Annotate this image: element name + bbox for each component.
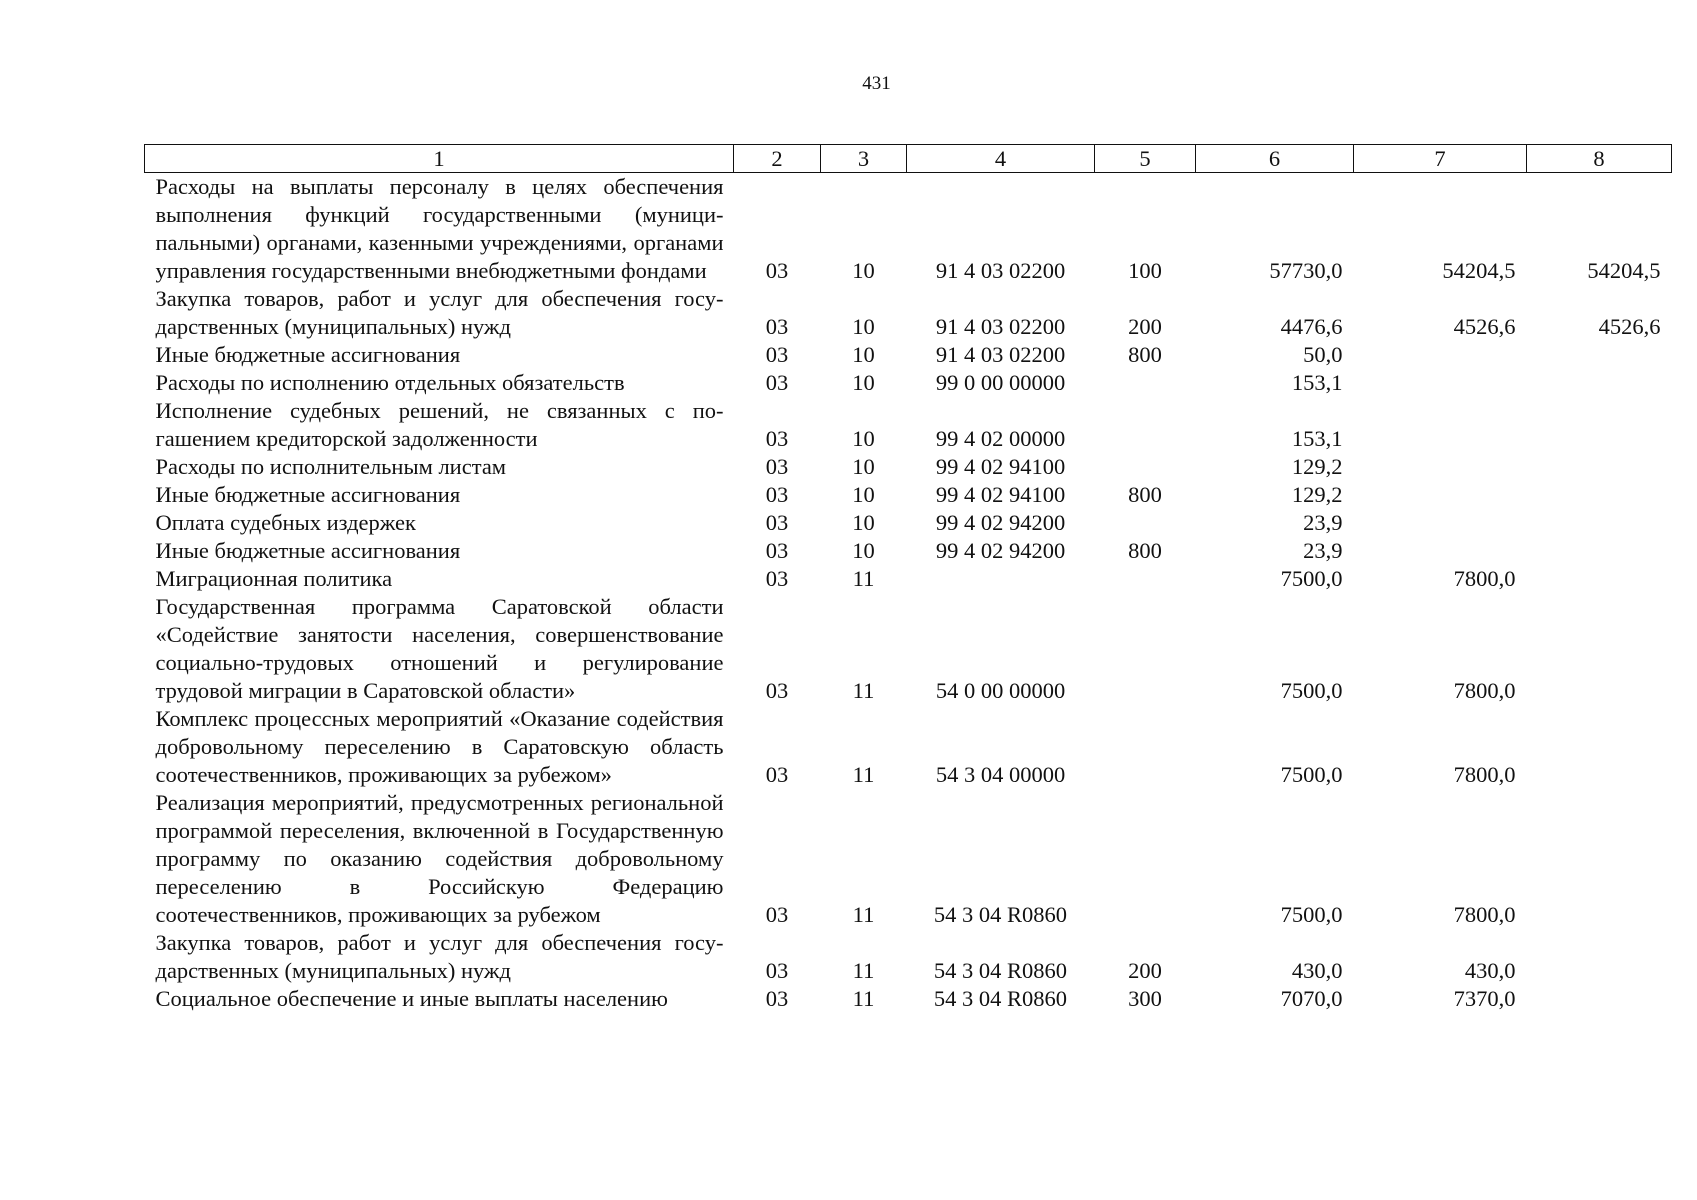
row-cell-col3: 11 — [852, 986, 875, 1011]
row-cell-col6: 57730,0 — [1269, 258, 1343, 283]
row-cell-col8 — [1527, 985, 1672, 1013]
header-cell: 7 — [1354, 145, 1527, 173]
row-description: Расходы на выплаты персоналу в целях обеспечения выполнения функций государственными (муниципальными) органами, казенными учреждениями, органами управления государственными внебюджетными фондами — [155, 174, 724, 283]
row-description: Закупка товаров, работ и услуг для обеспечения государственных (муниципальных) нужд — [155, 286, 724, 339]
header-cell: 8 — [1527, 145, 1672, 173]
row-cell-col5: 100 — [1128, 258, 1162, 283]
row-cell-col4: 54 3 04 R0860 — [933, 986, 1068, 1011]
row-cell-col5 — [1095, 369, 1196, 397]
row-cell-col6: 50,0 — [1303, 342, 1343, 367]
table-body — [145, 173, 1672, 1014]
table-row — [145, 453, 1672, 481]
row-cell-col8 — [1527, 537, 1672, 565]
row-cell-col3: 10 — [852, 314, 875, 339]
row-cell-col7: 4526,6 — [1453, 314, 1516, 339]
table-row — [145, 341, 1672, 369]
row-cell-col7: 430,0 — [1464, 958, 1516, 983]
row-cell-col5: 200 — [1128, 314, 1162, 339]
row-cell-col5 — [1095, 509, 1196, 537]
row-cell-col7 — [1354, 537, 1527, 565]
row-cell-col5 — [1095, 593, 1196, 705]
row-cell-col7 — [1354, 481, 1527, 509]
row-description: Исполнение судебных решений, не связанных с погашением кредиторской задолженности — [155, 398, 724, 451]
row-cell-col6: 430,0 — [1291, 958, 1343, 983]
table-row — [145, 929, 1672, 985]
row-description: Социальное обеспечение и иные выплаты населению — [155, 986, 668, 1011]
row-cell-col3: 10 — [852, 426, 875, 451]
header-cell: 6 — [1196, 145, 1354, 173]
row-cell-col5: 800 — [1128, 482, 1162, 507]
row-cell-col8 — [1527, 593, 1672, 705]
row-cell-col6: 153,1 — [1291, 426, 1343, 451]
row-cell-col2: 03 — [765, 258, 789, 283]
row-cell-col4: 99 4 02 94100 — [935, 454, 1066, 479]
row-cell-col4: 54 3 04 00000 — [935, 762, 1066, 787]
header-cell: 2 — [734, 145, 821, 173]
row-cell-col5 — [1095, 453, 1196, 481]
row-description: Государственная программа Саратовской области «Содействие занятости населения, совершенствование социально-трудовых отношений и регулирование трудовой миграции в Саратовской области» — [155, 594, 724, 703]
row-cell-col2: 03 — [765, 482, 789, 507]
row-cell-col6: 7070,0 — [1280, 986, 1343, 1011]
row-cell-col4: 99 4 02 94100 — [935, 482, 1066, 507]
row-cell-col3: 11 — [852, 678, 875, 703]
row-description: Комплекс процессных мероприятий «Оказание содействия добровольному переселению в Саратовскую область соотечественников, проживающих за рубежом» — [155, 706, 724, 787]
row-cell-col7: 7800,0 — [1453, 678, 1516, 703]
row-cell-col3: 10 — [852, 482, 875, 507]
row-cell-col8 — [1527, 481, 1672, 509]
row-cell-col4: 99 4 02 94200 — [935, 538, 1066, 563]
row-cell-col2: 03 — [765, 566, 789, 591]
row-cell-col3: 10 — [852, 258, 875, 283]
row-cell-col2: 03 — [765, 902, 789, 927]
row-cell-col6: 7500,0 — [1280, 566, 1343, 591]
row-cell-col6: 7500,0 — [1280, 678, 1343, 703]
row-cell-col2: 03 — [765, 342, 789, 367]
row-cell-col4: 91 4 03 02200 — [935, 314, 1066, 339]
table-row — [145, 565, 1672, 593]
row-cell-col6: 129,2 — [1291, 454, 1343, 479]
row-cell-col5 — [1095, 705, 1196, 789]
row-cell-col5 — [1095, 565, 1196, 593]
row-cell-col3: 10 — [852, 342, 875, 367]
row-cell-col7: 7800,0 — [1453, 762, 1516, 787]
row-description: Оплата судебных издержек — [155, 510, 416, 535]
row-cell-col6: 4476,6 — [1280, 314, 1343, 339]
row-cell-col2: 03 — [765, 426, 789, 451]
row-cell-col4: 54 3 04 R0860 — [933, 958, 1068, 983]
row-cell-col2: 03 — [765, 986, 789, 1011]
row-cell-col2: 03 — [765, 762, 789, 787]
row-cell-col3: 11 — [852, 762, 875, 787]
table-row — [145, 369, 1672, 397]
row-description: Реализация мероприятий, предусмотренных региональной программой переселения, включенной в Государственную программу по оказанию содействия добровольному переселению в Российскую Федерацию соотечественников, проживающих за рубежом — [155, 790, 724, 927]
row-cell-col5 — [1095, 789, 1196, 929]
row-cell-col5: 300 — [1128, 986, 1162, 1011]
row-cell-col5 — [1095, 397, 1196, 453]
row-cell-col4: 91 4 03 02200 — [935, 258, 1066, 283]
row-cell-col2: 03 — [765, 510, 789, 535]
row-cell-col7: 7800,0 — [1453, 566, 1516, 591]
row-cell-col6: 23,9 — [1303, 510, 1343, 535]
row-cell-col2: 03 — [765, 454, 789, 479]
row-cell-col3: 11 — [852, 902, 875, 927]
row-description: Иные бюджетные ассигнования — [155, 538, 461, 563]
row-cell-col4: 54 3 04 R0860 — [933, 902, 1068, 927]
row-cell-col4: 99 4 02 94200 — [935, 510, 1066, 535]
row-cell-col4: 99 0 00 00000 — [935, 370, 1066, 395]
row-cell-col6: 129,2 — [1291, 482, 1343, 507]
row-cell-col8 — [1527, 397, 1672, 453]
row-cell-col8: 4526,6 — [1598, 314, 1661, 339]
row-cell-col6: 7500,0 — [1280, 902, 1343, 927]
header-cell: 4 — [907, 145, 1095, 173]
row-cell-col8 — [1527, 789, 1672, 929]
table-row — [145, 593, 1672, 705]
row-cell-col6: 23,9 — [1303, 538, 1343, 563]
row-description: Расходы по исполнению отдельных обязательств — [155, 370, 625, 395]
header-cell: 3 — [821, 145, 907, 173]
row-cell-col4: 99 4 02 00000 — [935, 426, 1066, 451]
row-description: Миграционная политика — [155, 566, 393, 591]
row-cell-col2: 03 — [765, 538, 789, 563]
row-cell-col6: 153,1 — [1291, 370, 1343, 395]
row-cell-col4: 54 0 00 00000 — [935, 678, 1066, 703]
row-cell-col7 — [1354, 397, 1527, 453]
row-cell-col8 — [1527, 509, 1672, 537]
row-cell-col5: 800 — [1128, 342, 1162, 367]
table-row — [145, 985, 1672, 1013]
row-cell-col7 — [1354, 369, 1527, 397]
table-row — [145, 173, 1672, 286]
header-cell: 5 — [1095, 145, 1196, 173]
header-row — [145, 145, 1672, 173]
header-cell: 1 — [145, 145, 734, 173]
row-cell-col4 — [907, 565, 1095, 593]
row-cell-col2: 03 — [765, 958, 789, 983]
row-description: Иные бюджетные ассигнования — [155, 482, 461, 507]
row-cell-col7 — [1354, 341, 1527, 369]
row-cell-col5: 200 — [1128, 958, 1162, 983]
row-cell-col7: 7800,0 — [1453, 902, 1516, 927]
row-description: Закупка товаров, работ и услуг для обеспечения государственных (муниципальных) нужд — [155, 930, 724, 983]
row-cell-col7: 54204,5 — [1442, 258, 1516, 283]
row-cell-col2: 03 — [765, 370, 789, 395]
row-description: Иные бюджетные ассигнования — [155, 342, 461, 367]
row-cell-col6: 7500,0 — [1280, 762, 1343, 787]
row-cell-col3: 10 — [852, 538, 875, 563]
row-cell-col3: 10 — [852, 510, 875, 535]
row-cell-col3: 10 — [852, 370, 875, 395]
table-row — [145, 285, 1672, 341]
row-cell-col3: 11 — [852, 566, 875, 591]
row-cell-col3: 11 — [852, 958, 875, 983]
page-number: 431 — [862, 73, 891, 94]
row-cell-col8 — [1527, 565, 1672, 593]
row-cell-col2: 03 — [765, 314, 789, 339]
budget-table — [144, 144, 1672, 1013]
table-row — [145, 789, 1672, 929]
row-cell-col3: 10 — [852, 454, 875, 479]
row-cell-col8 — [1527, 705, 1672, 789]
row-cell-col7 — [1354, 509, 1527, 537]
row-cell-col4: 91 4 03 02200 — [935, 342, 1066, 367]
row-description: Расходы по исполнительным листам — [155, 454, 507, 479]
row-cell-col8 — [1527, 369, 1672, 397]
row-cell-col8 — [1527, 341, 1672, 369]
row-cell-col8 — [1527, 929, 1672, 985]
row-cell-col8 — [1527, 453, 1672, 481]
table-row — [145, 397, 1672, 453]
table-row — [145, 705, 1672, 789]
table-row — [145, 509, 1672, 537]
row-cell-col7: 7370,0 — [1453, 986, 1516, 1011]
table-row — [145, 537, 1672, 565]
row-cell-col7 — [1354, 453, 1527, 481]
row-cell-col5: 800 — [1128, 538, 1162, 563]
table-row — [145, 481, 1672, 509]
row-cell-col8: 54204,5 — [1587, 258, 1661, 283]
row-cell-col2: 03 — [765, 678, 789, 703]
